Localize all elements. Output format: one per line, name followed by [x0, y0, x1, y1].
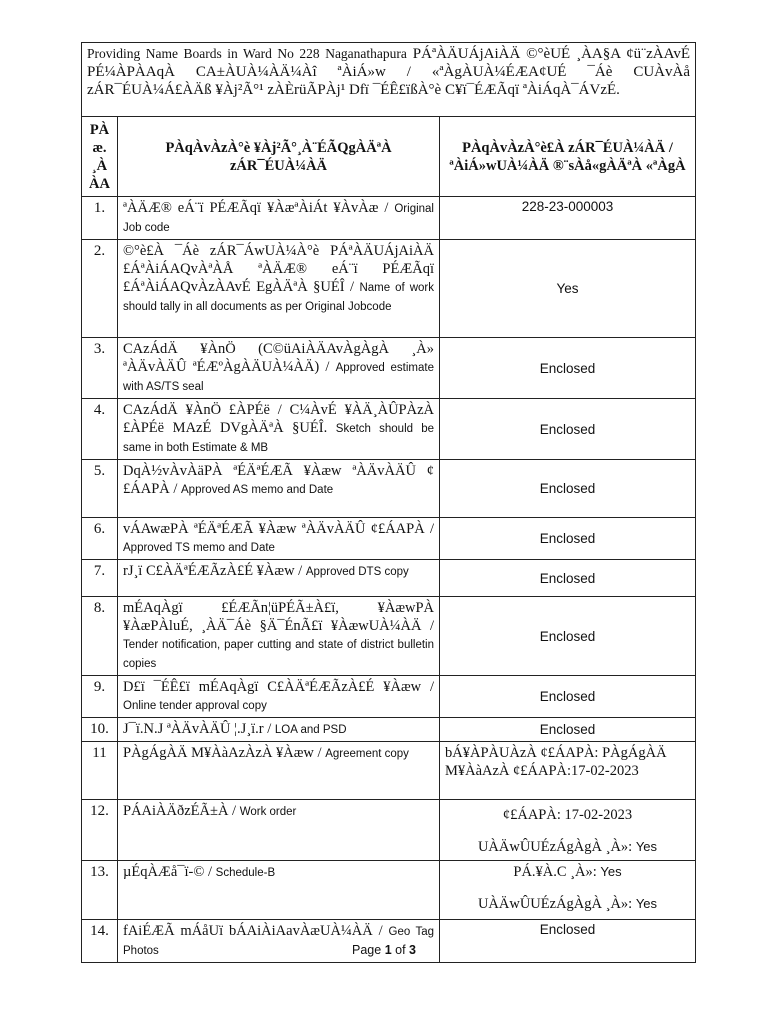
row-number: 6.: [82, 518, 118, 560]
row-document-english: Tender notification, paper cutting and state of district bulletin copies: [123, 639, 434, 670]
work-order-date: ¢£ÁAPÀ: 17-02-2023: [502, 807, 633, 823]
row-number: 11: [82, 742, 118, 800]
row-document: [118, 742, 440, 800]
table-row: [82, 800, 696, 861]
row-document-kannada: µÉqÀÆå¯ï-© /: [123, 864, 216, 880]
row-document-english: Agreement copy: [325, 748, 409, 760]
row-document-english: Approved TS memo and Date: [123, 542, 275, 554]
row-document-english: Schedule-B: [215, 867, 276, 879]
row-document-english: Name of work should tally in all documents as per Original Jobcode: [123, 282, 434, 313]
header-row: [82, 117, 696, 197]
row-document-english: Approved DTS copy: [305, 566, 409, 578]
row-document-english: Geo Tag Photos: [123, 926, 435, 957]
title-row: [82, 43, 696, 117]
row-status: Enclosed: [440, 518, 696, 560]
row-number: 3.: [82, 338, 118, 399]
row-status: 228-23-000003: [440, 197, 696, 240]
row-number: 5.: [82, 460, 118, 518]
row-document: [118, 518, 440, 560]
row-document-english: LOA and PSD: [274, 724, 347, 736]
header-sl-no: PÀ æ. ¸À ÀA: [82, 117, 118, 197]
row-document-kannada: DqÀ½vÀvÀäPÀ ªÉÄªÉÆÃ ¥Àæw ªÀÄvÀÄÛ ¢£ÁAPÀ /: [123, 463, 434, 497]
row-number: 1.: [82, 197, 118, 240]
row-status: Enclosed: [440, 460, 696, 518]
row-status: bÁ¥ÀPÀUÀzÀ ¢£ÁAPÀ: PÀgÁgÀÄ M¥ÀàAzÀ ¢£ÁAPÀ:17-02-2023: [440, 742, 696, 800]
row-document-kannada: rJ¸ï C£ÀÄªÉÆÃzÀ£É ¥Àæw /: [123, 563, 306, 579]
row-number: 2.: [82, 240, 118, 338]
row-status: [440, 861, 696, 920]
row-document: [118, 338, 440, 399]
row-number: 10.: [82, 718, 118, 742]
engineer-signature-line: [445, 863, 690, 881]
table-row: [82, 676, 696, 718]
table-row: [82, 718, 696, 742]
table-row: [82, 560, 696, 597]
row-document-kannada: vÁAwæPÀ ªÉÄªÉÆÃ ¥Àæw ªÀÄvÀÄÛ ¢£ÁAPÀ /: [123, 521, 434, 537]
page-number: [0, 943, 768, 957]
row-status: Enclosed: [440, 920, 696, 963]
row-number: 13.: [82, 861, 118, 920]
table-row: [82, 742, 696, 800]
contractor-signature-line: [445, 895, 690, 913]
row-status: Enclosed: [440, 597, 696, 676]
table-row: [82, 861, 696, 920]
row-document: [118, 597, 440, 676]
table-row: [82, 518, 696, 560]
row-document-kannada: CAzÁdÄ ¥ÀnÖ £ÀPÉë / C¼ÀvÉ ¥ÀÄ¸ÀÛPÀzÀ £ÀPÉë MAzÉ DVgÀÄªÀ §UÉÎ.: [123, 402, 434, 436]
page-prefix: Page: [352, 943, 385, 957]
table-row: [82, 197, 696, 240]
row-document-english: Approved estimate with AS/TS seal: [123, 362, 435, 393]
row-status: Enclosed: [440, 560, 696, 597]
row-document-english: Online tender approval copy: [123, 700, 267, 712]
row-document-english: Sketch should be same in both Estimate & MB: [123, 423, 434, 454]
row-document-kannada: mÉAqÀgï £ÉÆÃn¦üPÉÃ±À£ï, ¥ÀæwPÀ ¥ÀæPÀluÉ, ¸ÀÄ¯Áè §Ä¯ÉnÃ£ï ¥ÀæwUÀ¼ÀÄ /: [123, 600, 434, 634]
page-current: 1: [384, 943, 392, 957]
row-document: [118, 676, 440, 718]
row-status: Enclosed: [440, 338, 696, 399]
document-title: [82, 43, 696, 117]
row-document-kannada: PÁAiÀÄðzÉÃ±À /: [123, 803, 240, 819]
contractor-signature-label: UÀÄwÛUÉzÁgÀgÀ ¸À»:: [477, 896, 636, 912]
row-document: [118, 197, 440, 240]
table-row: [82, 597, 696, 676]
engineer-signature-value: Yes: [600, 864, 622, 879]
row-number: 14.: [82, 920, 118, 963]
table-row: [82, 338, 696, 399]
row-document: [118, 861, 440, 920]
header-document: PÀqÀvÀzÀ°è ¥Àj²Ã°¸À¨ÉÃQgÀÄªÀ zÁR¯ÉUÀ¼ÀÄ: [118, 117, 440, 197]
row-status: Enclosed: [440, 718, 696, 742]
row-document-kannada: fAiÉÆÃ mÁåUï bÁAiÀiAavÀæUÀ¼ÀÄ /: [123, 923, 389, 939]
row-document-kannada: CAzÁdÄ ¥ÀnÖ (C©üAiÀÄAvÀgÀgÀ ¸À» ªÀÄvÀÄÛ ªÉÆºÀgÀÄUÀ¼ÀÄ) /: [123, 341, 434, 375]
row-document-kannada: J¯ï.N.J ªÀÄvÀÄÛ ¦.J¸ï.r /: [123, 721, 275, 737]
row-document-kannada: D£ï ¯ÉÊ£ï mÉAqÀgï C£ÀÄªÉÆÃzÀ£É ¥Àæw /: [123, 679, 434, 695]
contractor-signature-label: UÀÄwÛUÉzÁgÀgÀ ¸À»:: [477, 839, 636, 855]
title-english: Providing Name Boards in Ward No 228 Naganathapura: [87, 46, 407, 61]
row-document-english: Approved AS memo and Date: [181, 484, 334, 496]
row-number: 12.: [82, 800, 118, 861]
row-document: [118, 718, 440, 742]
row-document: [118, 460, 440, 518]
table-row: [82, 460, 696, 518]
row-status: Enclosed: [440, 676, 696, 718]
row-document-kannada: ©°è£À ¯Áè zÁR¯ÁwUÀ¼À°è PÁªÀÄUÁjAiÀÄ £ÁªÀiÁAQvÀªÀÅ ªÀÄÆ® eÁ¨ï PÉÆÃqï £ÁªÀiÁAQvÀzÀAvÉ EgÀÄªÀ §UÉÎ /: [123, 243, 434, 295]
row-document: [118, 240, 440, 338]
row-status: Enclosed: [440, 399, 696, 460]
header-status: PÀqÀvÀzÀ°è£À zÁR¯ÉUÀ¼ÀÄ / ªÀiÁ»wUÀ¼ÀÄ ®¨sÀå«gÀÄªÀ «ªÀgÀ: [440, 117, 696, 197]
contractor-signature-value: Yes: [635, 839, 658, 854]
contractor-signature-line: [445, 838, 690, 856]
row-number: 9.: [82, 676, 118, 718]
checklist-table: [81, 42, 696, 963]
page-total: 3: [409, 943, 416, 957]
row-status: Yes: [440, 240, 696, 338]
row-document: [118, 399, 440, 460]
title-kannada: PÁªÀÄUÁjAiÀÄ ©°èUÉ ¸ÀA§A ¢ü¨zÀAvÉ PÉ¼ÀPÀAqÀ CA±ÀUÀ¼ÀÄ¼Àî ªÀiÁ»w / «ªÀgÀUÀ¼ÉÆA¢UÉ ¯Áè CUÀvÀå zÁR¯ÉUÀ¼Á£ÀÄß ¥Àj²Ã°¹ zÀÈrüÃPÀj¹ Dfï ¯ÉÊ£ïßÀ°è C¥ï¯ÉÆÃqï ªÀiÁqÀ¯ÁVzÉ.: [87, 46, 690, 98]
row-number: 4.: [82, 399, 118, 460]
engineer-signature-label: PÁ.¥À.C ¸À»:: [513, 864, 601, 880]
contractor-signature-value: Yes: [635, 896, 658, 911]
row-document-english: Original Job code: [123, 203, 434, 234]
table-row: [82, 399, 696, 460]
row-document: [118, 560, 440, 597]
row-number: 8.: [82, 597, 118, 676]
page-middle: of: [391, 943, 410, 957]
row-status: [440, 800, 696, 861]
row-document-english: Work order: [239, 806, 297, 818]
row-document: [118, 800, 440, 861]
row-document-kannada: ªÀÄÆ® eÁ¨ï PÉÆÃqï ¥ÀæªÀiÁt ¥ÀvÀæ /: [123, 200, 395, 216]
table-row: [82, 240, 696, 338]
row-document-kannada: PÀgÁgÀÄ M¥ÀàAzÀzÀ ¥Àæw /: [123, 745, 326, 761]
row-number: 7.: [82, 560, 118, 597]
